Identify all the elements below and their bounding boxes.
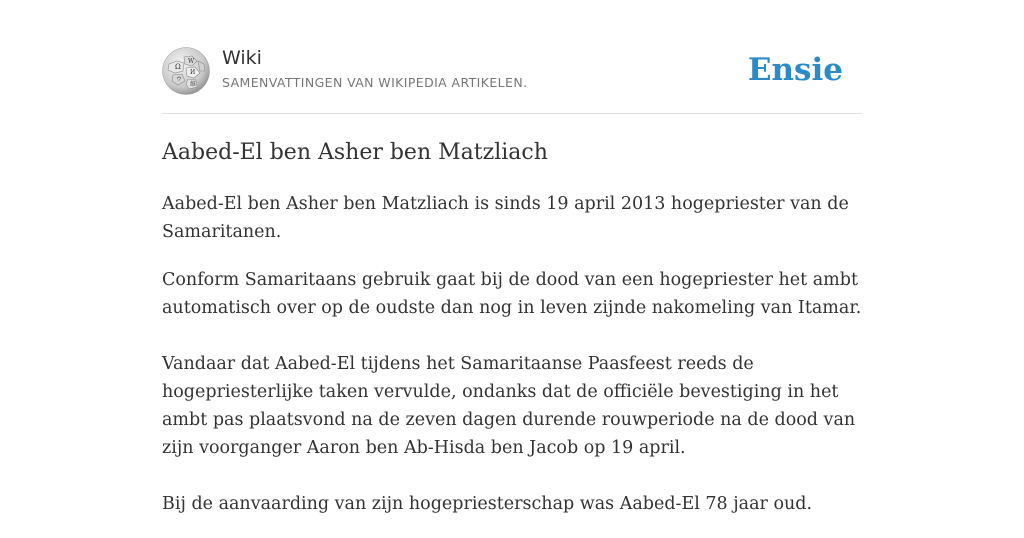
svg-text:W: W: [188, 58, 195, 65]
page: [162, 0, 862, 512]
article-body: [162, 190, 862, 538]
article-title: Aabed-El ben Asher ben Matzliach: [162, 140, 548, 165]
header-divider: [162, 113, 862, 114]
article-paragraph: Vandaar dat Aabed-El tijdens het Samaritaanse Paasfeest reeds de hogepriesterlijke taken vervulde, ondanks dat de officiële bevestiging in het ambt pas plaatsvond na de zeven dagen durende rouwperiode na de dood van zijn voorganger Aaron ben Ab-Hisda ben Jacob op 19 april.: [162, 354, 856, 458]
svg-text:Ω: Ω: [175, 63, 181, 71]
site-title[interactable]: Wiki: [222, 47, 262, 69]
article-paragraph: Conform Samaritaans gebruik gaat bij de dood van een hogepriester het ambt automatisch over op de oudste dan nog in leven zijnde nakomeling van Itamar.: [162, 270, 862, 318]
site-tagline: SAMENVATTINGEN VAN WIKIPEDIA ARTIKELEN.: [222, 75, 528, 90]
svg-text:維: 維: [190, 81, 197, 88]
svg-text:ウ: ウ: [176, 76, 183, 83]
site-header: [162, 44, 862, 100]
brand-logo[interactable]: Ensie: [747, 52, 843, 88]
article-paragraph: Bij de aanvaarding van zijn hogepriesterschap was Aabed-El 78 jaar oud.: [162, 494, 813, 514]
article-paragraph: Aabed-El ben Asher ben Matzliach is sinds 19 april 2013 hogepriester van de Samaritanen.: [162, 194, 849, 242]
svg-text:И: И: [190, 69, 196, 76]
wikipedia-globe-icon[interactable]: [162, 47, 210, 95]
